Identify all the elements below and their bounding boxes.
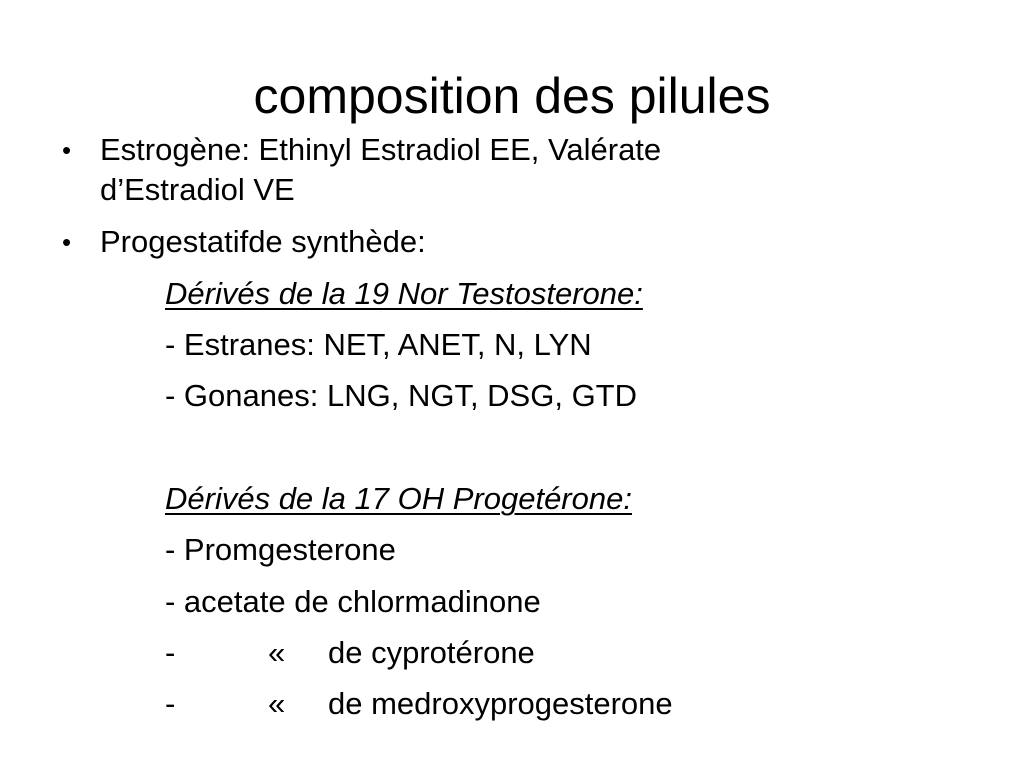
ditto-mark: « [268, 686, 286, 721]
group2-item-medroxyprogesterone: de medroxyprogesterone [328, 686, 673, 721]
group1-heading: Dérivés de la 19 Nor Testosterone: [165, 276, 643, 311]
group2-item-cyproterone: de cyprotérone [328, 635, 535, 670]
bullet-progestatif: Progestatifde synthède: [100, 224, 426, 259]
ditto-mark: « [268, 635, 286, 670]
group1-item-gonanes: - Gonanes: LNG, NGT, DSG, GTD [165, 378, 638, 413]
ditto-dash: - [165, 635, 176, 670]
slide-title: composition des pilules [253, 68, 771, 124]
bullet-dot: • [62, 135, 72, 165]
group1-item-estranes: - Estranes: NET, ANET, N, LYN [165, 327, 592, 362]
ditto-dash: - [165, 686, 176, 721]
bullet-dot: • [62, 227, 72, 257]
group2-item-promgesterone: - Promgesterone [165, 532, 396, 567]
group2-heading: Dérivés de la 17 OH Progetérone: [165, 481, 632, 516]
bullet-estrogene-line2: d’Estradiol VE [100, 172, 295, 207]
bullet-estrogene-line1: Estrogène: Ethinyl Estradiol EE, Valérate [100, 132, 662, 167]
group2-item-chlormadinone: - acetate de chlormadinone [165, 584, 541, 619]
